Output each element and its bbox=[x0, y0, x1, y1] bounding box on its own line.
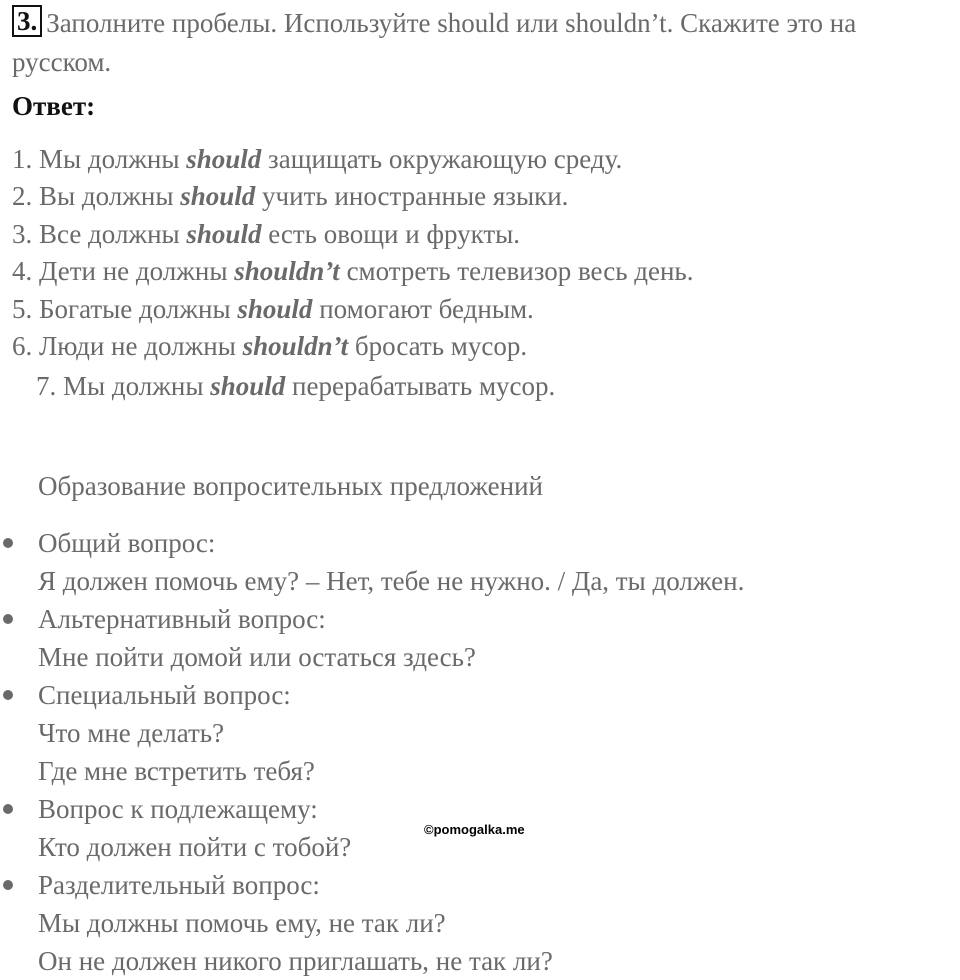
answer-item bbox=[12, 178, 952, 215]
answer-item bbox=[12, 368, 952, 405]
answer-text-before: Мы должны bbox=[63, 371, 204, 402]
answer-number: 7. bbox=[36, 371, 57, 402]
answer-text-before: Люди не должны bbox=[39, 330, 236, 361]
answer-item bbox=[12, 291, 952, 328]
answer-modal: should bbox=[186, 144, 262, 174]
answer-item bbox=[12, 253, 952, 290]
answer-text-after: защищать окружающую среду. bbox=[268, 144, 623, 174]
answer-text-after: перерабатывать мусор. bbox=[292, 371, 556, 402]
task-header bbox=[12, 4, 957, 82]
answer-text-before: Богатые должны bbox=[39, 293, 231, 324]
question-example: Кто должен пойти с тобой? bbox=[38, 832, 352, 862]
answer-text-after: есть овощи и фрукты. bbox=[268, 218, 521, 249]
question-type-title: Альтернативный вопрос: bbox=[38, 604, 326, 634]
answer-modal: shouldn’t bbox=[234, 256, 340, 287]
answer-number: 5. bbox=[12, 293, 33, 324]
answer-list bbox=[12, 141, 952, 406]
question-example: Что мне делать? bbox=[38, 718, 225, 748]
question-example: Мы должны помочь ему, не так ли? bbox=[38, 908, 446, 938]
answer-number: 3. bbox=[12, 218, 33, 249]
answer-text-after: учить иностранные языки. bbox=[262, 181, 569, 212]
question-example: Мне пойти домой или остаться здесь? bbox=[38, 642, 476, 672]
answer-item bbox=[12, 216, 952, 253]
question-type-title: Вопрос к подлежащему: bbox=[38, 794, 318, 824]
answer-number: 6. bbox=[12, 330, 33, 361]
answer-number: 4. bbox=[12, 256, 33, 287]
answer-number: 1. bbox=[12, 144, 33, 174]
question-example: Я должен помочь ему? – Нет, тебе не нужно. / Да, ты должен. bbox=[38, 566, 745, 596]
question-type-title: Общий вопрос: bbox=[38, 528, 216, 558]
question-type-item bbox=[0, 600, 960, 676]
question-type-item bbox=[0, 524, 960, 600]
question-example: Он не должен никого приглашать, не так ли? bbox=[38, 946, 553, 976]
question-type-item bbox=[0, 676, 960, 790]
answer-modal: should bbox=[180, 181, 256, 212]
answer-item bbox=[12, 328, 952, 365]
watermark: ©pomogalka.me bbox=[424, 822, 525, 837]
answer-text-before: Все должны bbox=[39, 218, 180, 249]
section-title: Образование вопросительных предложений bbox=[38, 471, 544, 501]
bullet-icon bbox=[3, 614, 13, 624]
bullet-icon bbox=[3, 538, 13, 548]
answer-text-before: Дети не должны bbox=[39, 256, 228, 287]
bullet-icon bbox=[3, 690, 13, 700]
answer-item bbox=[12, 141, 952, 178]
bullet-icon bbox=[3, 880, 13, 890]
answer-text-after: бросать мусор. bbox=[354, 330, 528, 361]
bullet-icon bbox=[3, 804, 13, 814]
question-type-item bbox=[0, 866, 960, 980]
question-example: Где мне встретить тебя? bbox=[38, 756, 315, 786]
question-types-list bbox=[0, 524, 960, 980]
question-type-title: Специальный вопрос: bbox=[38, 680, 291, 710]
answer-modal: shouldn’t bbox=[242, 330, 349, 361]
answer-modal: should bbox=[237, 293, 313, 324]
answer-text-after: смотреть телевизор весь день. bbox=[346, 256, 694, 287]
answer-label: Ответ: bbox=[12, 91, 96, 121]
answer-text-before: Вы должны bbox=[39, 181, 174, 212]
answer-text-before: Мы должны bbox=[39, 144, 180, 174]
task-number: 3. bbox=[12, 5, 42, 37]
answer-modal: should bbox=[186, 218, 262, 249]
task-instruction: Заполните пробелы. Используйте should или shouldn’t. Скажите это на русском. bbox=[12, 8, 857, 77]
answer-text-after: помогают бедным. bbox=[319, 293, 534, 324]
answer-number: 2. bbox=[12, 181, 33, 212]
question-type-title: Разделительный вопрос: bbox=[38, 870, 320, 900]
answer-modal: should bbox=[210, 371, 286, 402]
